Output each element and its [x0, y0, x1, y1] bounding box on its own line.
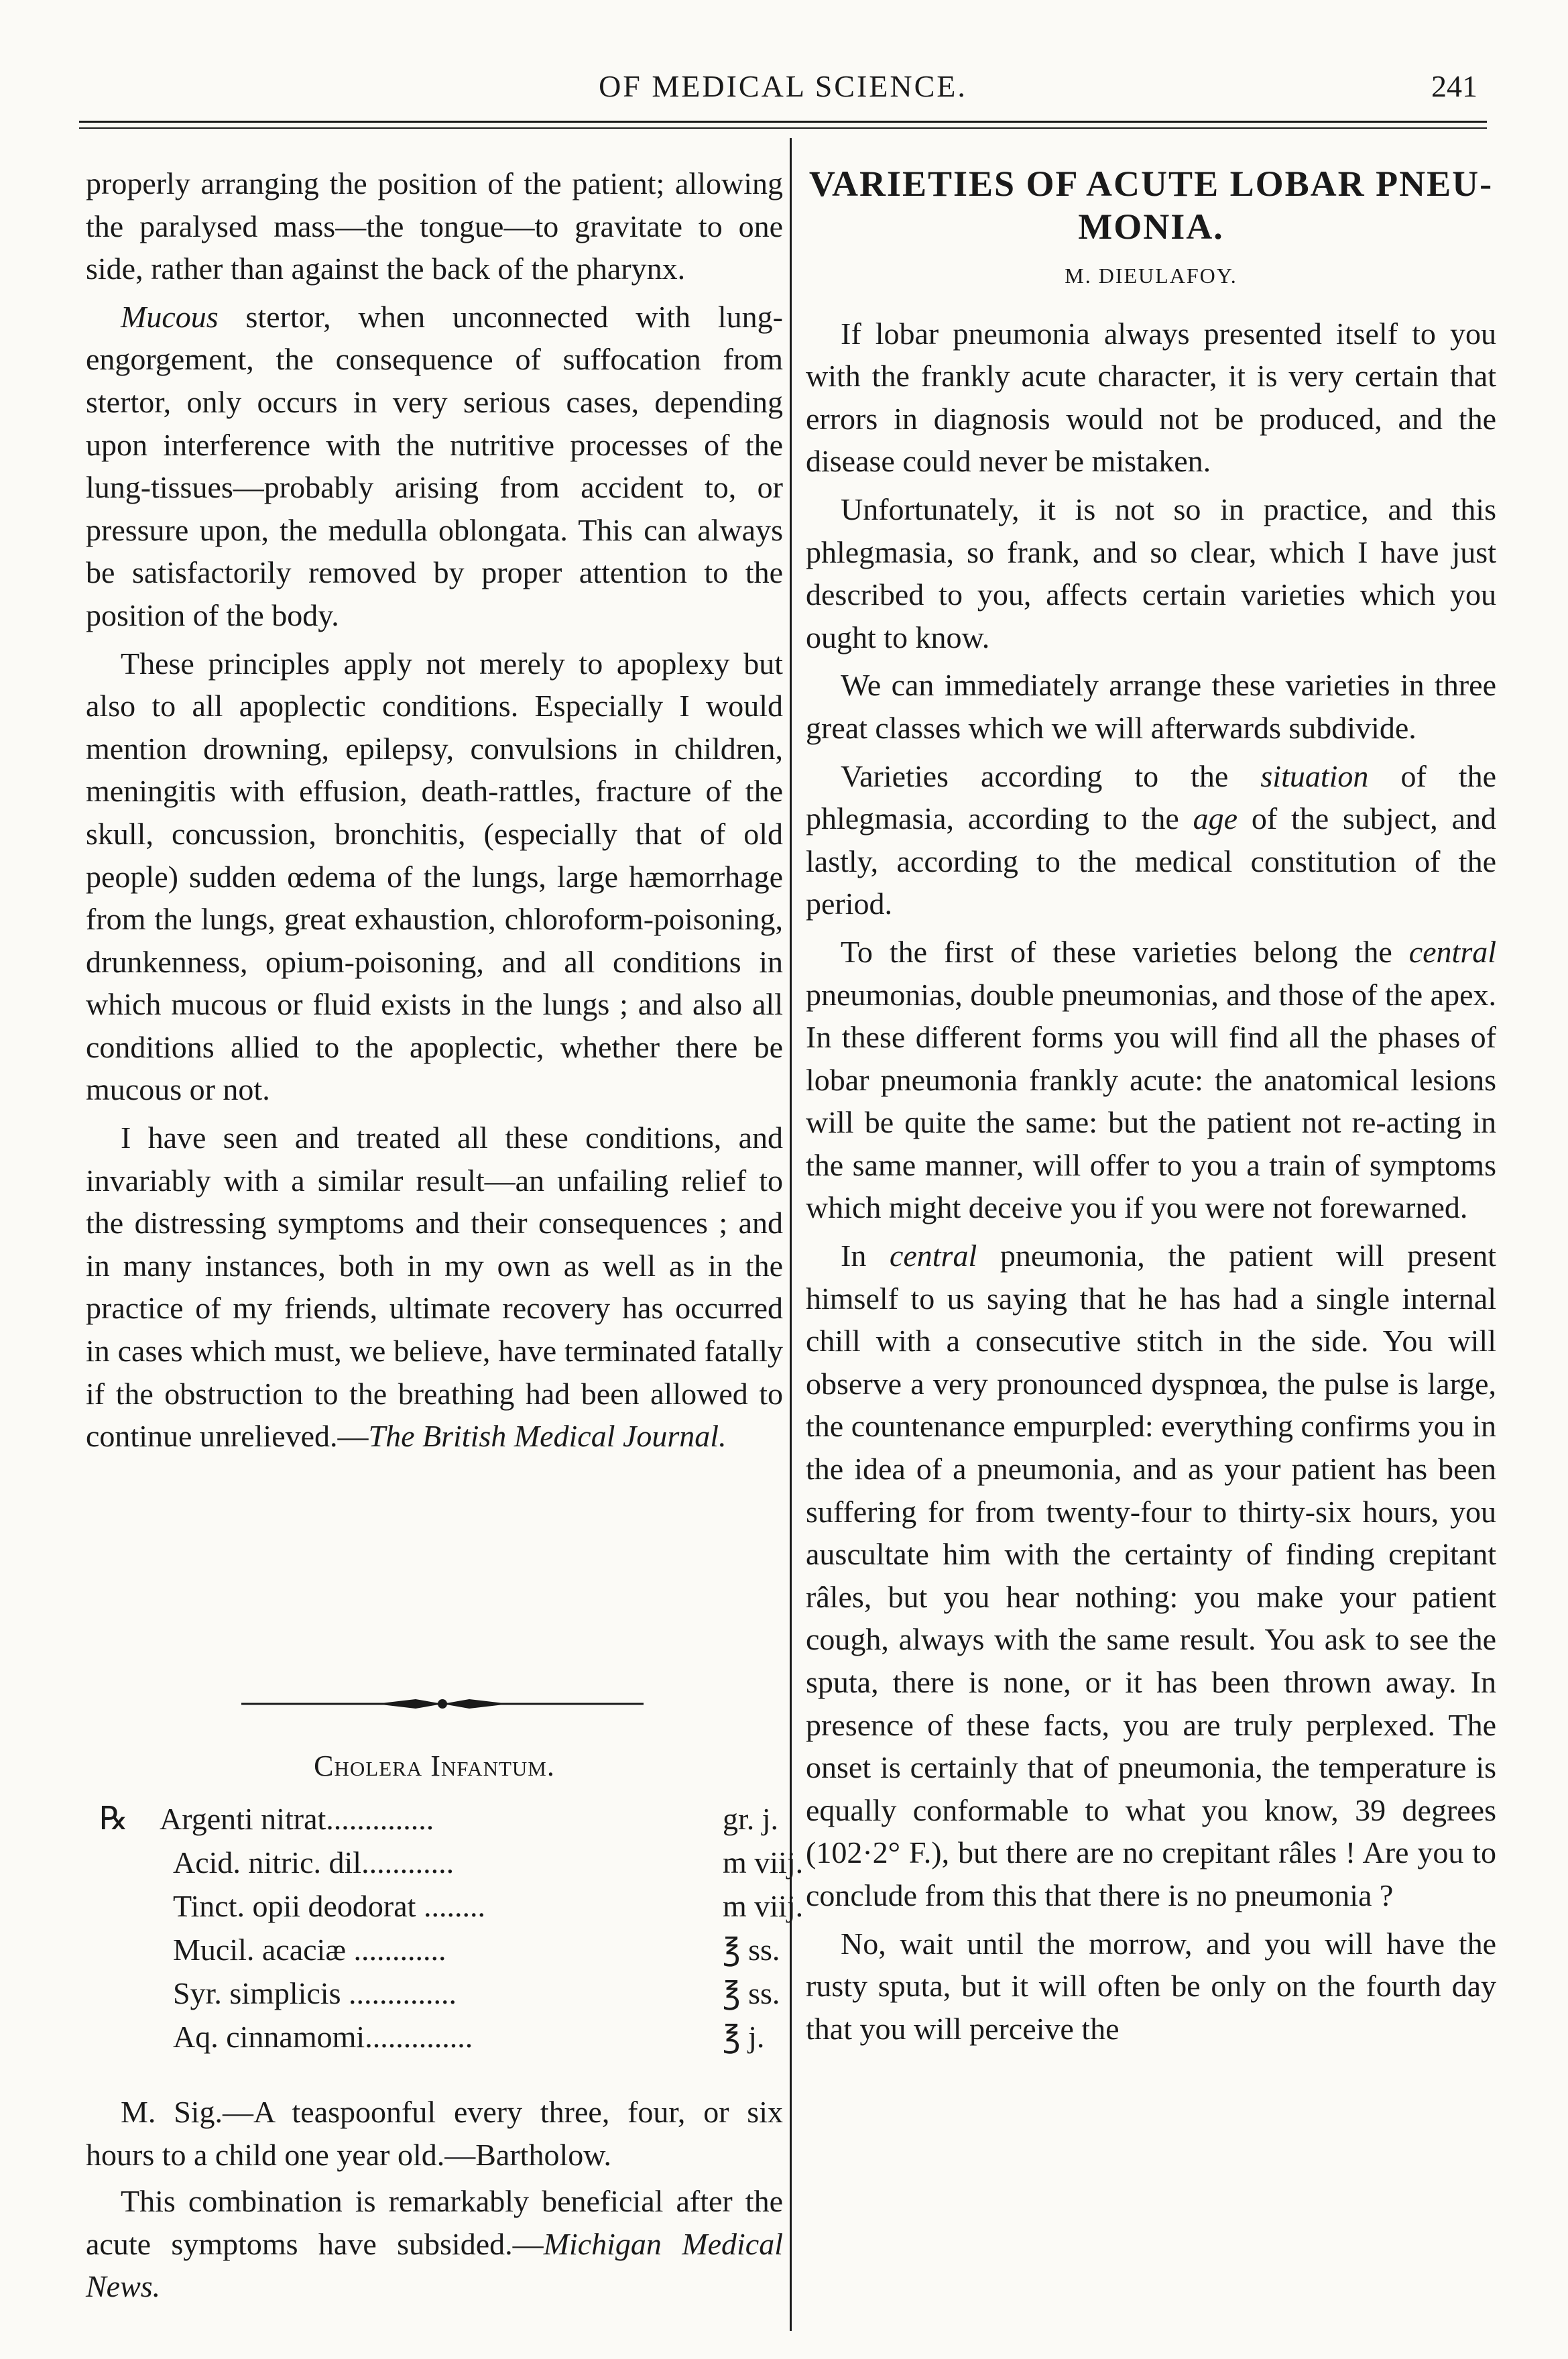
header-rule-bottom	[79, 127, 1487, 129]
page-number: 241	[1431, 69, 1477, 103]
prescription-notes	[86, 2091, 783, 2312]
prescription-item: Tinct. opii deodorat ........ m viij.	[173, 1889, 804, 1923]
recipe-symbol-icon: ℞	[99, 1801, 129, 1837]
left-column	[86, 162, 783, 1463]
italic-term: Mucous	[121, 299, 219, 334]
right-column	[806, 162, 1496, 2055]
article-author: M. DIEULAFOY.	[1065, 264, 1238, 288]
prescription-item: Syr. simplicis .............. ℥ ss.	[173, 1976, 780, 2010]
paragraph: I have seen and treated all these conditions, and invariably with a similar result—an unfailing relief to the distressing symptoms and their consequences ; and in many instances, both in my own as well as in the practice of my friends, ultimate recovery has occurred in cases which must, we believe, have terminated fatally if the obstruction to the breathing had been allowed to continue unrelieved.—The British Medical Journal.	[86, 1120, 783, 1454]
article-title: VARIETIES OF ACUTE LOBAR PNEU- MONIA.	[808, 164, 1494, 247]
paragraph: No, wait until the morrow, and you will have the rusty sputa, but it will often be only on the fourth day that you will perceive the	[806, 1926, 1496, 2046]
header-rule-top	[79, 121, 1487, 123]
ornament-divider	[241, 1695, 644, 1713]
paragraph: These principles apply not merely to apoplexy but also to all apoplectic conditions. Especially I would mention drowning, epilepsy, convulsions in children, meningitis with effusion, death-rattles, fracture of the skull, concussion, bronchitis, (especially that of old people) sudden œdema of the lungs, large hæmorrhage from the lungs, great exhaustion, chloroform-poisoning, drunkenness, opium-poisoning, and all conditions in which mucous or fluid exists in the lungs ; and also all conditions allied to the apoplectic, whether there be mucous or not.	[86, 646, 783, 1107]
prescription-item: Aq. cinnamomi.............. ℥ j.	[173, 2020, 765, 2054]
running-title: OF MEDICAL SCIENCE.	[599, 69, 967, 103]
source-citation: The British Medical Journal.	[368, 1419, 727, 1454]
prescription-list	[99, 1797, 804, 2059]
prescription-comment: This combination is remarkably beneficial after the acute symptoms have subsided.—Michigan Medical News.	[86, 2184, 784, 2304]
paragraph: properly arranging the position of the patient; allowing the paralysed mass—the tongue—to gravitate to one side, rather than against the back of the pharynx.	[86, 166, 783, 286]
source-citation: Michigan Medical News.	[86, 2226, 784, 2304]
prescription-item: Mucil. acaciæ ............ ℥ ss.	[173, 1933, 780, 1967]
prescription-directions: M. Sig.—A teaspoonful every three, four, or six hours to a child one year old.—Bartholow.	[86, 2095, 783, 2172]
running-header	[79, 64, 1487, 118]
paragraph: Mucous stertor, when unconnected with lung-engorgement, the consequence of suffocation from stertor, only occurs in very serious cases, depending upon interference with the nutritive processes of the lung-tissues—probably arising from accident to, or pressure upon, the medulla oblongata. This can always be satisfactorily removed by proper attention to the position of the body.	[86, 299, 783, 632]
paragraph: If lobar pneumonia always presented itself to you with the frankly acute character, it is very certain that errors in diagnosis would not be produced, and the disease could never be mistaken.	[806, 316, 1496, 479]
prescription-title: Cholera Infantum.	[314, 1749, 555, 1782]
column-divider	[790, 138, 792, 2331]
paragraph: Varieties according to the situation of the phlegmasia, according to the age of the subject, and lastly, according to the medical constitution of the period.	[806, 758, 1496, 921]
paragraph: We can immediately arrange these varieties in three great classes which we will afterwards subdivide.	[806, 668, 1496, 745]
paragraph: Unfortunately, it is not so in practice, and this phlegmasia, so frank, and so clear, which I have just described to you, affects certain varieties which you ought to know.	[806, 492, 1496, 654]
paragraph: In central pneumonia, the patient will present himself to us saying that he has had a single internal chill with a consecutive stitch in the side. You will observe a very pronounced dyspnœa, the pulse is large, the countenance empurpled: everything confirms you in the idea of a pneumonia, and as your patient has been suffering for from twenty-four to thirty-six hours, you auscultate him with the certainty of finding crepitant râles, but you hear nothing: you make your patient cough, always with the same result. You ask to see the sputa, there is none, or it has been thrown away. In presence of these facts, you are truly perplexed. The onset is certainly that of pneumonia, the temperature is equally conformable to what you know, 39 degrees (102·2° F.), but there are no crepitant râles ! Are you to conclude from this that there is no pneumonia ?	[806, 1239, 1496, 1912]
prescription-item: Acid. nitric. dil............ m viij.	[173, 1845, 804, 1880]
paragraph: To the first of these varieties belong the central pneumonias, double pneumonias, and those of the apex. In these different forms you will find all the phases of lobar pneumonia frankly acute: the anatomical lesions will be quite the same: but the patient not re-acting in the same manner, will offer to you a train of symptoms which might deceive you if you were not forewarned.	[806, 934, 1496, 1225]
prescription-item: Argenti nitrat.............. gr. j.	[160, 1802, 779, 1836]
